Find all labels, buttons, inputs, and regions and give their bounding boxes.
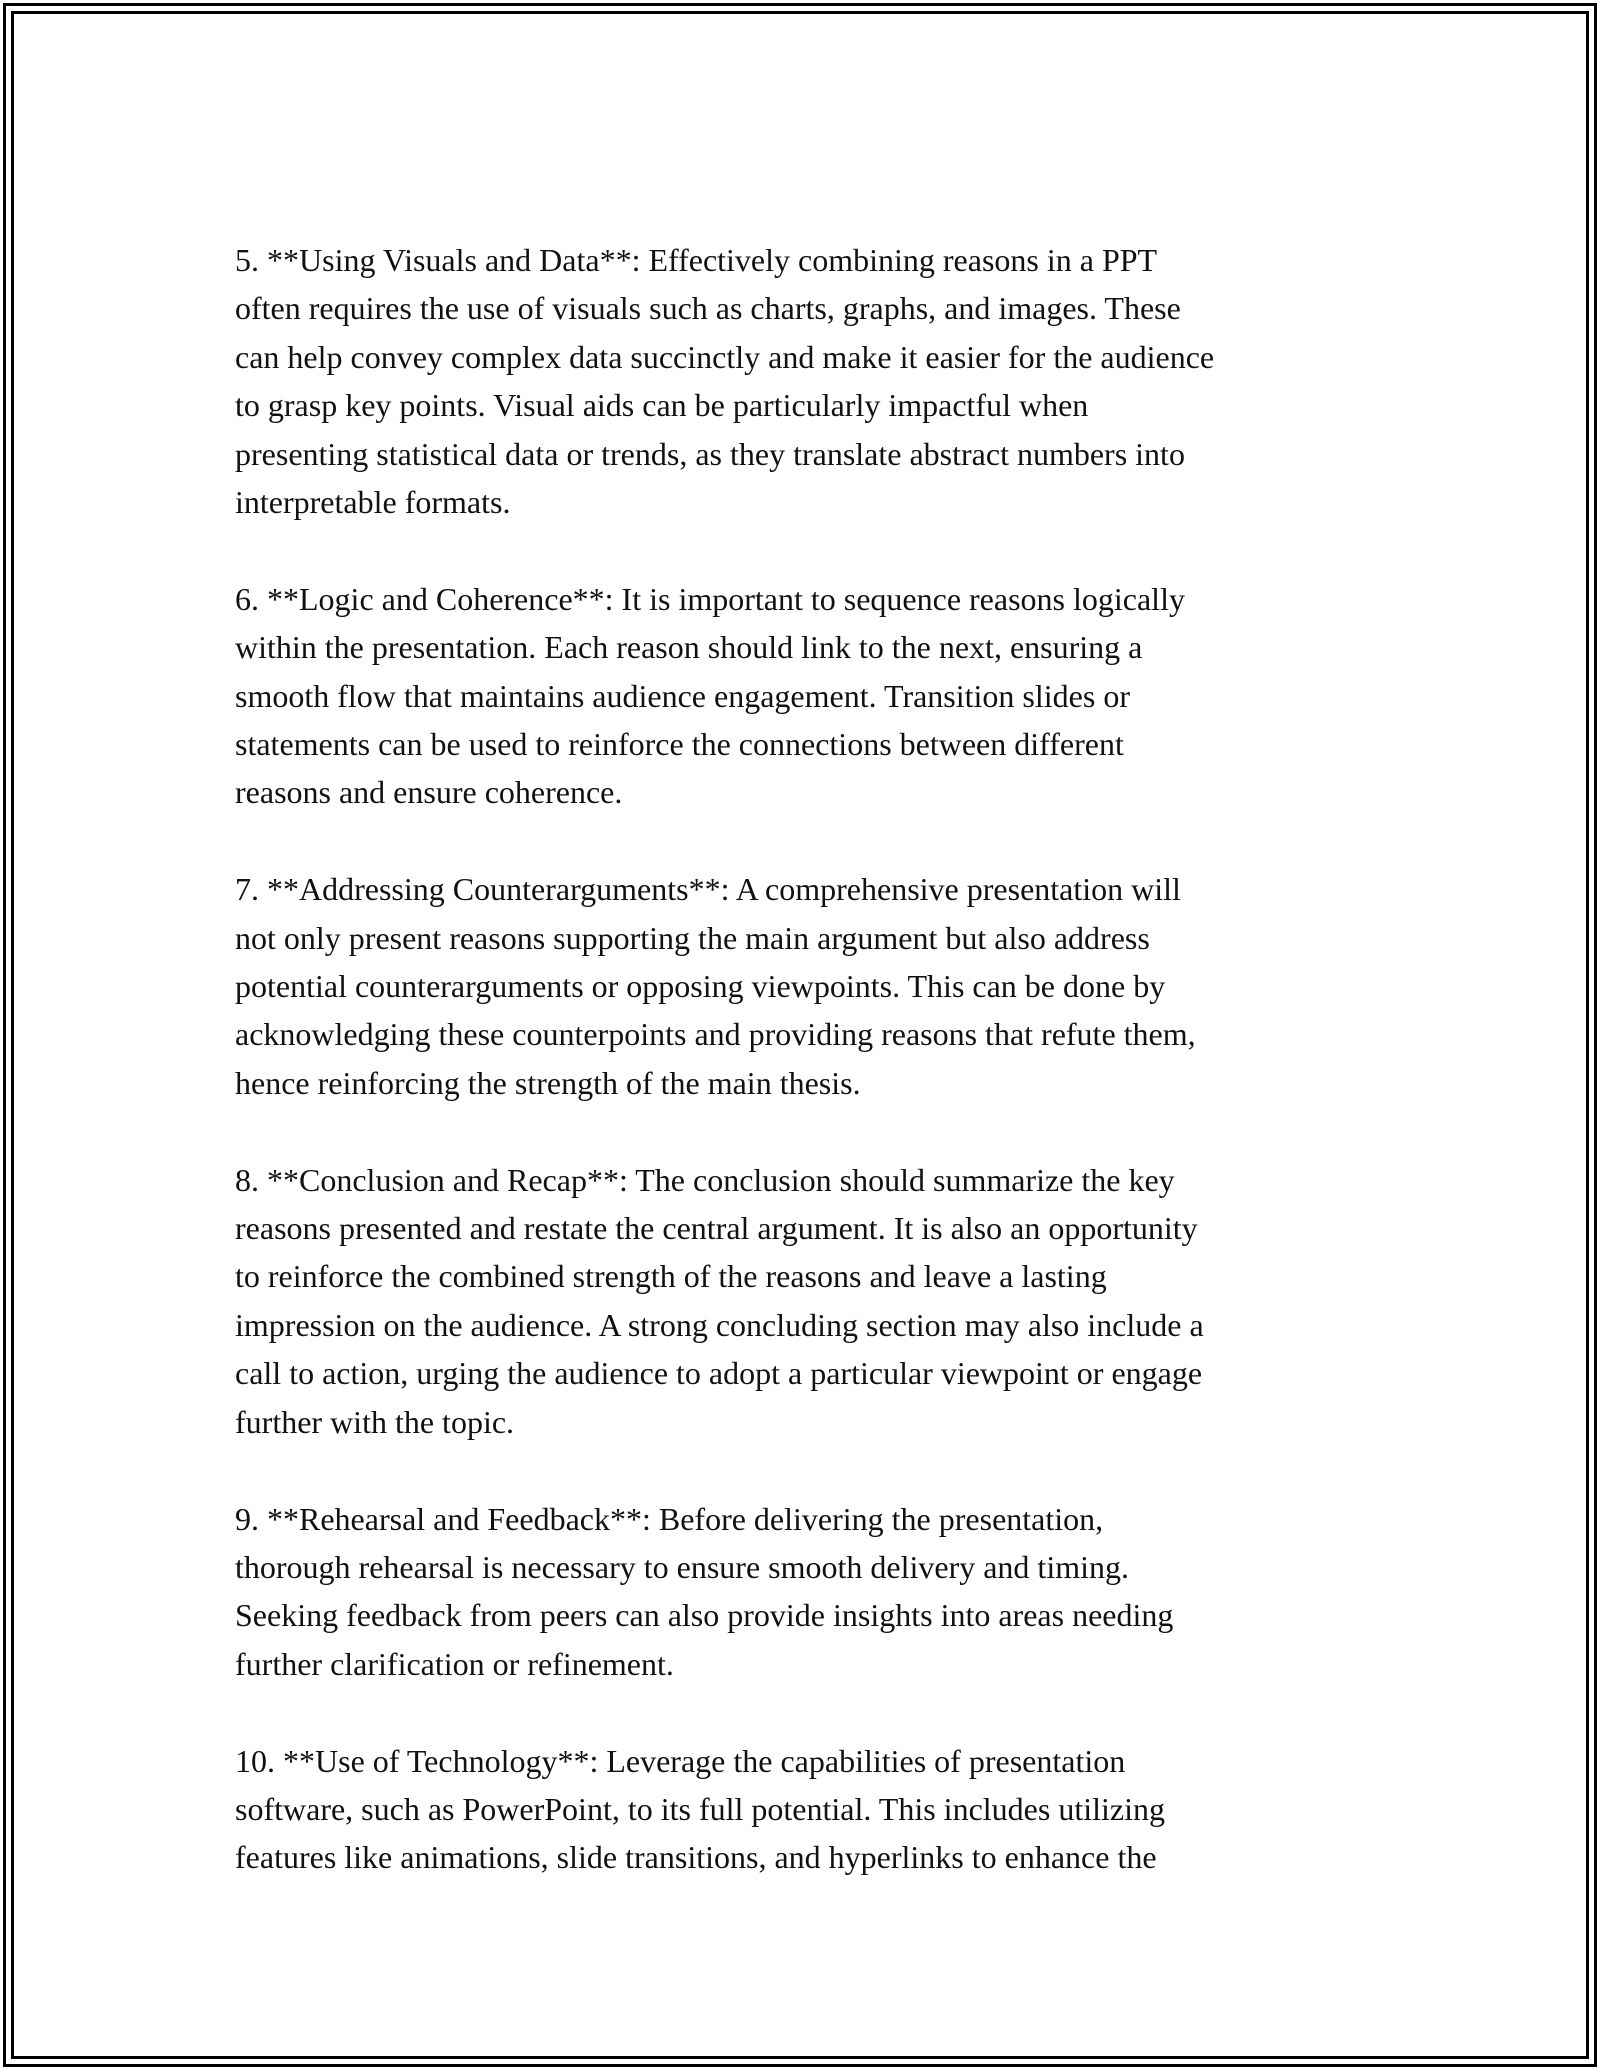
paragraph-using-visuals-and-data: 5. **Using Visuals and Data**: Effectively combining reasons in a PPT often requires the use of visuals such as charts, graphs, and images. These can help convey complex data succinctly and make it easier for the audience to grasp key points. Visual aids can be particularly impactful when presenting statistical data or trends, as they translate abstract numbers into interpretable formats.: [235, 242, 1215, 521]
document-body: [235, 236, 1365, 1930]
paragraph-conclusion-and-recap: 8. **Conclusion and Recap**: The conclusion should summarize the key reasons presented and restate the central argument. It is also an opportunity to reinforce the combined strength of the reasons and leave a lasting impression on the audience. A strong concluding section may also include a call to action, urging the audience to adopt a particular viewpoint or engage further with the topic.: [235, 1161, 1204, 1440]
paragraph-use-of-technology: 10. **Use of Technology**: Leverage the capabilities of presentation software, such as PowerPoint, to its full potential. This includes utilizing features like animations, slide transitions, and hyperlinks to enhance the: [235, 1742, 1165, 1876]
paragraph-rehearsal-and-feedback: 9. **Rehearsal and Feedback**: Before delivering the presentation, thorough rehearsal is necessary to ensure smooth delivery and timing. Seeking feedback from peers can also provide insights into areas needing further clarification or refinement.: [235, 1500, 1174, 1682]
paragraph-addressing-counterarguments: 7. **Addressing Counterarguments**: A comprehensive presentation will not only present reasons supporting the main argument but also address potential counterarguments or opposing viewpoints. This can be done by acknowledging these counterpoints and providing reasons that refute them, hence reinforcing the strength of the main thesis.: [235, 871, 1196, 1101]
paragraph-logic-and-coherence: 6. **Logic and Coherence**: It is important to sequence reasons logically within the presentation. Each reason should link to the next, ensuring a smooth flow that maintains audience engagement. Transition slides or statements can be used to reinforce the connections between different reasons and ensure coherence.: [235, 580, 1185, 811]
